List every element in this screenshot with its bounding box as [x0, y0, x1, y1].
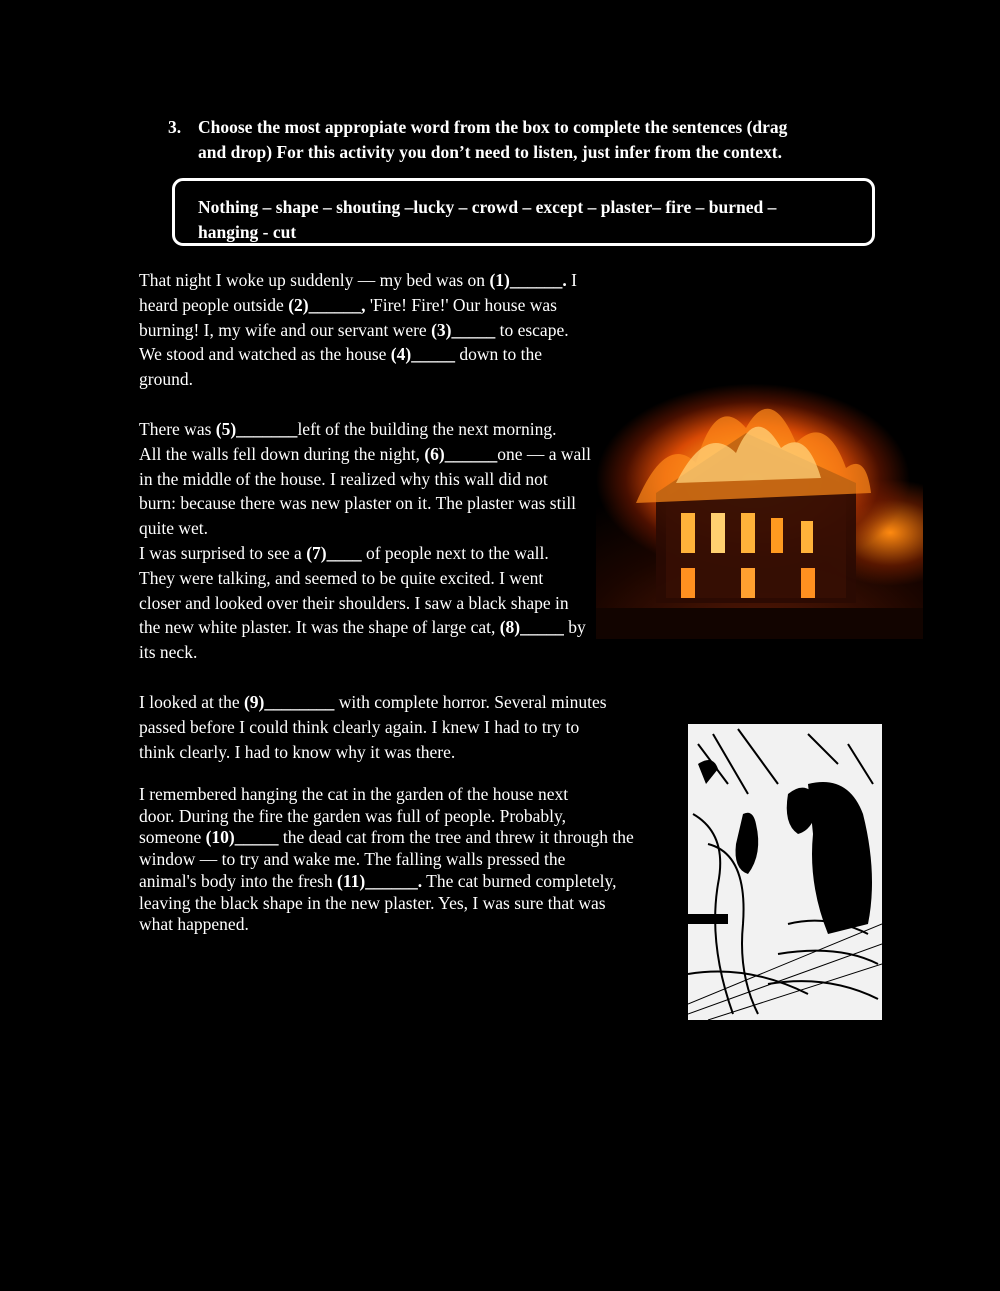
text-line: burn: because there was new plaster on it. The plaster was still [139, 493, 577, 514]
text-line: All the walls fell down during the night, (6)______one — a wall [139, 443, 592, 464]
paragraph-4 [139, 784, 634, 936]
paragraph-1 [139, 268, 577, 392]
blank-6[interactable]: (6)______ [424, 443, 498, 464]
blank-5[interactable]: (5)_______ [215, 419, 298, 439]
text-line: We stood and watched as the house (4)_____ down to the [139, 344, 542, 365]
question-heading [168, 115, 868, 165]
question-number: 3. [168, 117, 182, 137]
text-line: That night I woke up suddenly — my bed was on (1)______. I [139, 270, 577, 290]
text-line: ground. [139, 369, 193, 390]
text-line: what happened. [139, 914, 249, 935]
text-line: I was surprised to see a (7)____ of people next to the wall. [139, 542, 549, 563]
text-line: animal's body into the fresh (11)______. The cat burned completely, [139, 870, 617, 891]
blank-9[interactable]: (9)________ [243, 692, 335, 712]
word-bank-line-2: hanging - cut [198, 222, 297, 242]
blank-8[interactable]: (8)_____ [499, 617, 564, 638]
text-line: There was (5)_______left of the building the next morning. [139, 419, 557, 439]
blank-7[interactable]: (7)____ [306, 542, 362, 563]
blank-1[interactable]: (1)______. [489, 270, 567, 290]
text-line: in the middle of the house. I realized why this wall did not [139, 468, 548, 489]
blank-11[interactable]: (11)______. [337, 870, 423, 891]
text-line: door. During the fire the garden was full of people. Probably, [139, 805, 567, 826]
text-line: burning! I, my wife and our servant were (3)_____ to escape. [139, 319, 569, 340]
text-line: leaving the black shape in the new plaster. Yes, I was sure that was [139, 892, 606, 913]
text-line: They were talking, and seemed to be quite excited. I went [139, 567, 544, 588]
question-instruction-line-1: Choose the most appropiate word from the box to complete the sentences (drag [198, 117, 788, 137]
text-line: think clearly. I had to know why it was there. [139, 741, 456, 762]
text-line: I looked at the (9)________ with complete horror. Several minutes [139, 692, 607, 712]
text-line: its neck. [139, 642, 198, 663]
word-bank-box [172, 178, 875, 246]
paragraph-2 [139, 417, 591, 665]
paragraph-3 [139, 690, 607, 764]
blank-3[interactable]: (3)_____ [431, 319, 496, 340]
cat-illustration-image [688, 724, 882, 1020]
text-line: someone (10)_____ the dead cat from the tree and threw it through the [139, 827, 634, 848]
text-line: window — to try and wake me. The falling walls pressed the [139, 849, 566, 870]
text-line: the new white plaster. It was the shape of large cat, (8)_____ by [139, 617, 586, 638]
text-line: quite wet. [139, 518, 209, 539]
word-bank-line-1: Nothing – shape – shouting –lucky – crowd – except – plaster– fire – burned – [198, 197, 777, 217]
text-line: heard people outside (2)______, 'Fire! Fire!' Our house was [139, 294, 557, 315]
burning-house-image [596, 373, 923, 639]
text-line: passed before I could think clearly again. I knew I had to try to [139, 716, 580, 737]
text-line: I remembered hanging the cat in the garden of the house next [139, 784, 569, 804]
blank-10[interactable]: (10)_____ [205, 827, 279, 848]
question-instruction-line-2: and drop) For this activity you don’t need to listen, just infer from the context. [198, 142, 782, 162]
blank-2[interactable]: (2)______, [288, 294, 366, 315]
text-line: closer and looked over their shoulders. I saw a black shape in [139, 592, 569, 613]
blank-4[interactable]: (4)_____ [390, 344, 455, 365]
